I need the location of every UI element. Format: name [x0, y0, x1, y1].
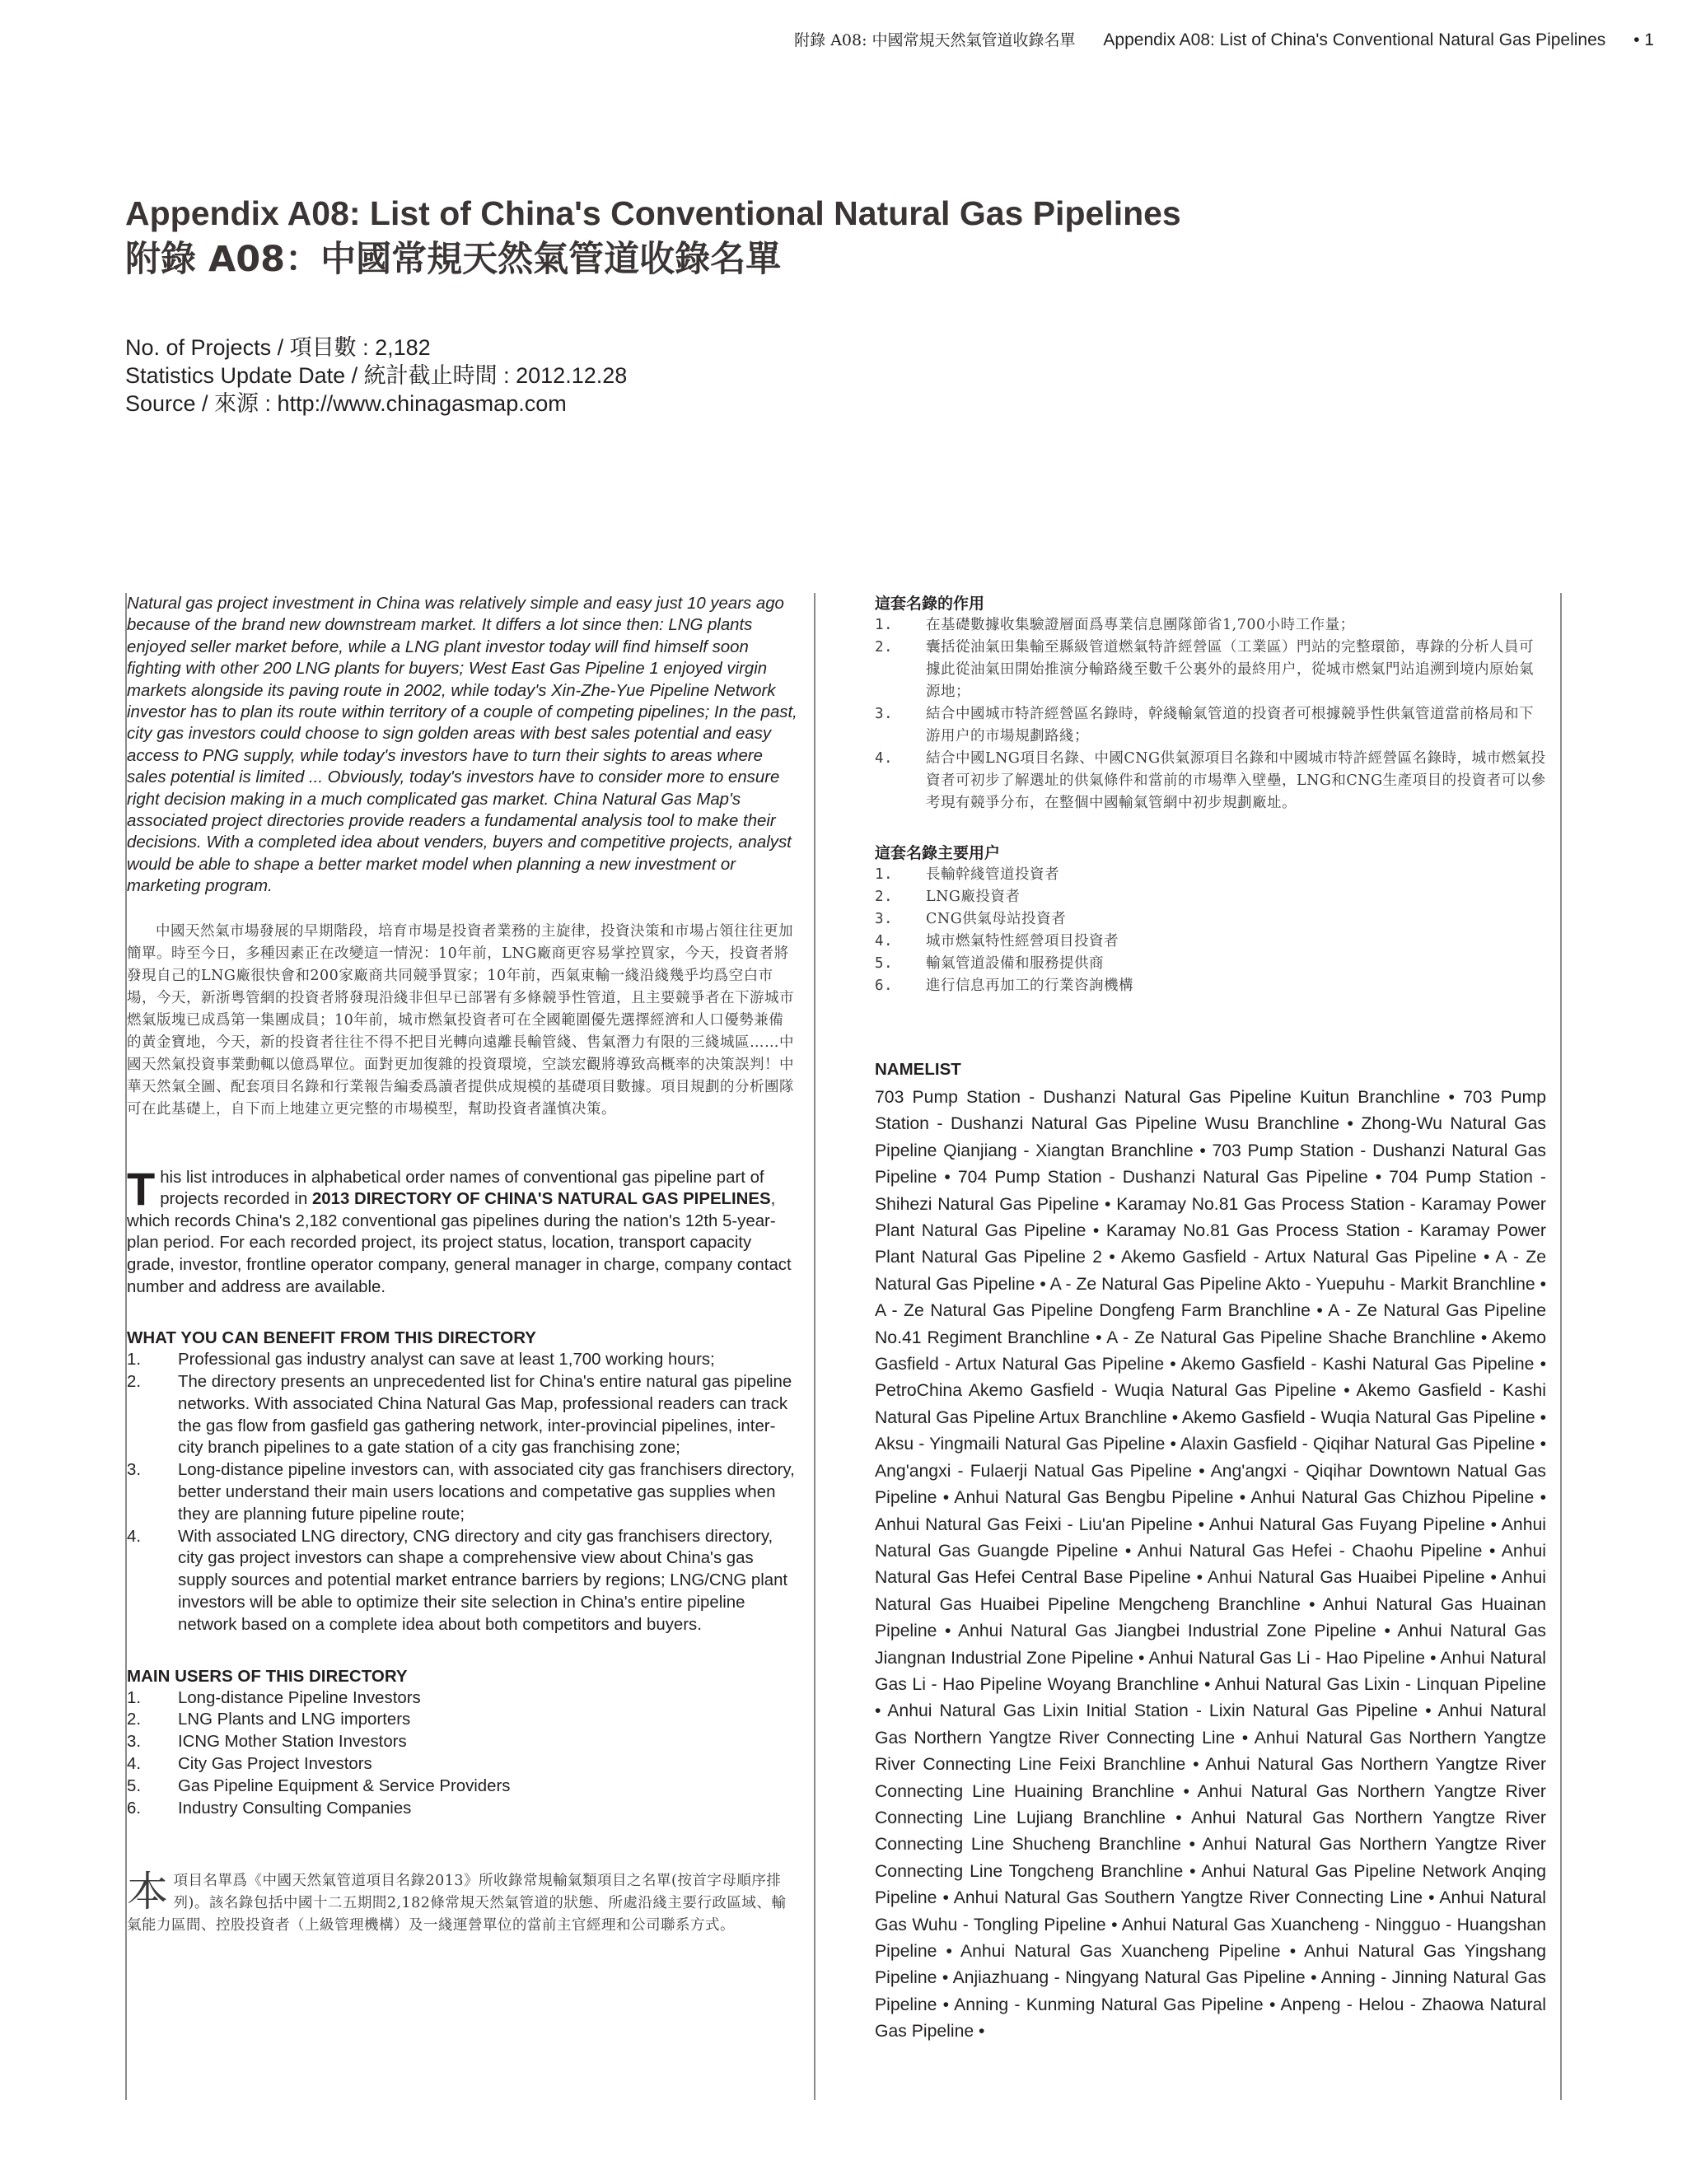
benefit-heading: WHAT YOU CAN BENEFIT FROM THIS DIRECTORY	[127, 1328, 536, 1348]
page-number: • 1	[1633, 30, 1654, 49]
list-text: 在基礎數據收集驗證層面爲專業信息團隊節省1,700小時工作量；	[926, 617, 1355, 633]
users-heading: MAIN USERS OF THIS DIRECTORY	[127, 1666, 408, 1686]
projects-count: No. of Projects / 項目數 : 2,182	[125, 335, 431, 360]
list-text: With associated LNG directory, CNG directory and city gas franchisers directory, city gas project investors can shape a comprehensive view about China's gas supply sources and potential market entrance barriers by regions; LNG/CNG plant investors will be able to optimize their site selection in China's entire pipeline network based on a complete idea about both competitors and buyers.	[178, 1527, 788, 1634]
drop-cap-cn: 本	[127, 1868, 169, 1916]
running-head-en: Appendix A08: List of China's Conventional Natural Gas Pipelines	[1103, 30, 1606, 49]
list-text: 城市燃氣特性經營項目投資者	[926, 933, 1119, 950]
list-number: 4.	[127, 1527, 142, 1546]
list-item	[127, 1709, 798, 1731]
outro-chinese	[127, 1870, 798, 1937]
list-number: 1.	[127, 1351, 142, 1370]
lead-text-2: , which records China's 2,182 conventional gas pipelines during the nation's 12th 5-year-plan period. For each recorded project, its project status, location, transport capacity grade, investor, frontline operator company, general manager in charge, company contact number and address are available.	[127, 1190, 792, 1296]
page-title-cn: 附錄 A08：中國常規天然氣管道收錄名單	[125, 239, 782, 281]
right-border	[1560, 593, 1562, 2100]
list-item	[127, 1687, 798, 1710]
list-item	[875, 864, 1546, 886]
running-head-cn: 附錄 A08: 中國常規天然氣管道收錄名單	[794, 31, 1076, 49]
list-text: LNG Plants and LNG importers	[178, 1710, 411, 1729]
users-list	[127, 1687, 798, 1820]
intro-chinese: 中國天然氣市場發展的早期階段，培育市場是投資者業務的主旋律，投資決策和市場占領往往更加簡單。時至今日，多種因素正在改變這一情況：10年前，LNG廠商更容易掌控買家，今天，投資者將發現自己的LNG廠很快會和200家廠商共同競爭買家；10年前，西氣東輸一綫沿綫幾乎均爲空白市場，今天，新浙粵管網的投資者將發現沿綫非但早已部署有多條競爭性管道，且主要競爭者在下游城市燃氣版塊已成爲第一集團成員；10年前，城市燃氣投資者可在全國範圍優先選擇經濟和人口優勢兼備的黃金寶地，今天，新的投資者往往不得不把目光轉向遠離長輸管綫、售氣潛力有限的三綫城區……中國天然氣投資事業動輒以億爲單位。面對更加復雜的投資環境，空談宏觀將導致高概率的决策誤判！中華天然氣全圖、配套項目名錄和行業報告編委爲讀者提供成規模的基礎項目數據。項目規劃的分析團隊可在此基礎上，自下而上地建立更完整的市場模型，幫助投資者謹慎决策。	[127, 922, 794, 1118]
list-text: Gas Pipeline Equipment & Service Providers	[178, 1776, 511, 1795]
list-number: 4.	[875, 933, 894, 950]
page-title-en: Appendix A08: List of China's Conventional Natural Gas Pipelines	[125, 194, 1181, 232]
source-link[interactable]: Source / 來源 : http://www.chinagasmap.com	[125, 391, 567, 416]
list-number: 4.	[875, 750, 894, 767]
list-text: 輸氣管道設備和服務提供商	[926, 955, 1104, 972]
list-text: 囊括從油氣田集輸至縣級管道燃氣特許經營區（工業區）門站的完整環節，專錄的分析人員可據此從油氣田開始推演分輸路綫至數千公裏外的最終用户，從城市燃氣門站追溯到境内原始氣源地；	[926, 639, 1534, 700]
lead-paragraph	[127, 1162, 798, 1299]
list-number: 4.	[127, 1755, 142, 1773]
list-text: Industry Consulting Companies	[178, 1799, 412, 1818]
list-number: 3.	[127, 1461, 142, 1480]
list-item	[127, 1459, 798, 1525]
namelist-body: 703 Pump Station - Dushanzi Natural Gas Pipeline Kuitun Branchline • 703 Pump Station - Dushanzi Natural Gas Pipeline Wusu Branchline • Zhong-Wu Natural Gas Pipeline Qianjiang - Xiangtan Branchline • 703 Pump Station - Dushanzi Natural Gas Pipeline • 704 Pump Station - Dushanzi Natural Gas Pipeline • 704 Pump Station - Shihezi Natural Gas Pipeline • Karamay No.81 Gas Process Station - Karamay Power Plant Natural Gas Pipeline • Karamay No.81 Gas Process Station - Karamay Power Plant Natural Gas Pipeline 2 • Akemo Gasfield - Artux Natural Gas Pipeline • A - Ze Natural Gas Pipeline • A - Ze Natural Gas Pipeline Akto - Yuepuhu - Markit Branchline • A - Ze Natural Gas Pipeline Dongfeng Farm Branchline • A - Ze Natural Gas Pipeline No.41 Regiment Branchline • A - Ze Natural Gas Pipeline Shache Branchline • Akemo Gasfield - Artux Natural Gas Pipeline • Akemo Gasfield - Kashi Natural Gas Pipeline • PetroChina Akemo Gasfield - Wuqia Natural Gas Pipeline • Akemo Gasfield - Kashi Natural Gas Pipeline Artux Branchline • Akemo Gasfield - Wuqia Natural Gas Pipeline • Aksu - Yingmaili Natural Gas Pipeline • Alaxin Gasfield - Qiqihar Natural Gas Pipeline • Ang'angxi - Fulaerji Natual Gas Pipeline • Ang'angxi - Qiqihar Downtown Natual Gas Pipeline • Anhui Natural Gas Bengbu Pipeline • Anhui Natural Gas Chizhou Pipeline • Anhui Natural Gas Feixi - Liu'an Pipeline • Anhui Natural Gas Fuyang Pipeline • Anhui Natural Gas Guangde Pipeline • Anhui Natural Gas Hefei - Chaohu Pipeline • Anhui Natural Gas Hefei Central Base Pipeline • Anhui Natural Gas Huaibei Pipeline • Anhui Natural Gas Huaibei Pipeline Mengcheng Branchline • Anhui Natural Gas Huainan Pipeline • Anhui Natural Gas Jiangbei Industrial Zone Pipeline • Anhui Natural Gas Jiangnan Industrial Zone Pipeline • Anhui Natural Gas Li - Hao Pipeline • Anhui Natural Gas Li - Hao Pipeline Woyang Branchline • Anhui Natural Gas Lixin - Linquan Pipeline • Anhui Natural Gas Lixin Initial Station - Lixin Natural Gas Pipeline • Anhui Natural Gas Northern Yangtze River Connecting Line • Anhui Natural Gas Northern Yangtze River Connecting Line Feixi Branchline • Anhui Natural Gas Northern Yangtze River Connecting Line Huaining Branchline • Anhui Natural Gas Northern Yangtze River Connecting Line Lujiang Branchline • Anhui Natural Gas Northern Yangtze River Connecting Line Shucheng Branchline • Anhui Natural Gas Northern Yangtze River Connecting Line Tongcheng Branchline • Anhui Natural Gas Pipeline Network Anqing Pipeline • Anhui Natural Gas Southern Yangtze River Connecting Line • Anhui Natural Gas Wuhu - Tongling Pipeline • Anhui Natural Gas Xuancheng - Ningguo - Huangshan Pipeline • Anhui Natural Gas Xuancheng Pipeline • Anhui Natural Gas Yingshang Pipeline • Anjiazhuang - Ningyang Natural Gas Pipeline • Anning - Jinning Natural Gas Pipeline • Anning - Kunming Natural Gas Pipeline • Anpeng - Helou - Zhaowa Natural Gas Pipeline •	[875, 1088, 1546, 2042]
lead-text-1: his list introduces in alphabetical order names of conventional gas pipeline part of projects recorded in	[160, 1168, 764, 1209]
list-item	[875, 908, 1546, 931]
list-text: 結合中國LNG項目名錄、中國CNG供氣源項目名錄和中國城市特許經營區名錄時，城市燃氣投資者可初步了解選址的供氣條件和當前的市場準入壁壘，LNG和CNG生產項目的投資者可以參考現有競爭分布，在整個中國輸氣管網中初步規劃廠址。	[926, 750, 1546, 811]
list-number: 2.	[127, 1710, 142, 1729]
users-heading-cn: 這套名錄主要用户	[875, 844, 1001, 862]
list-number: 1.	[875, 617, 894, 633]
list-item	[127, 1798, 798, 1820]
list-item	[127, 1349, 798, 1371]
right-column	[875, 593, 1546, 2046]
list-item	[875, 614, 1546, 637]
list-text: Long-distance Pipeline Investors	[178, 1688, 421, 1707]
list-text: ICNG Mother Station Investors	[178, 1733, 407, 1752]
namelist-heading: NAMELIST	[875, 1060, 961, 1079]
list-number: 5.	[127, 1776, 142, 1795]
list-text: City Gas Project Investors	[178, 1755, 372, 1773]
list-text: The directory presents an unprecedented list for China's entire natural gas pipeline networks. With associated China Natural Gas Map, professional readers can track the gas flow from gasfield gas gathering network, inter-provincial pipelines, inter-city branch pipelines to a gate station of a city gas franchising zone;	[178, 1373, 792, 1458]
list-item	[127, 1731, 798, 1753]
list-number: 3.	[127, 1733, 142, 1752]
list-text: Professional gas industry analyst can save at least 1,700 working hours;	[178, 1351, 715, 1370]
left-column	[125, 593, 798, 2100]
usage-list	[875, 614, 1546, 814]
list-item	[127, 1776, 798, 1798]
list-item	[127, 1371, 798, 1459]
list-number: 5.	[875, 955, 894, 972]
list-number: 2.	[875, 889, 894, 905]
list-item	[875, 953, 1546, 975]
list-number: 1.	[127, 1688, 142, 1707]
list-text: 進行信息再加工的行業咨詢機構	[926, 978, 1133, 994]
list-number: 3.	[875, 706, 894, 722]
list-number: 2.	[875, 639, 894, 656]
list-text: LNG廠投資者	[926, 889, 1021, 905]
list-text: Long-distance pipeline investors can, with associated city gas franchisers directory, better understand their main users locations and competative gas supplies when they are planning future pipeline route;	[178, 1461, 795, 1524]
list-text: 長輸幹綫管道投資者	[926, 866, 1059, 883]
list-item	[875, 931, 1546, 953]
outro-text: 項目名單爲《中國天然氣管道項目名錄2013》所收錄常規輸氣類項目之名單(按首字母順序排列)。該名錄包括中國十二五期間2,182條常規天然氣管道的狀態、所處沿綫主要行政區域、輸氣能力區間、控股投資者（上級管理機構）及一綫運營單位的當前主官經理和公司聯系方式。	[127, 1873, 787, 1934]
intro-english: Natural gas project investment in China was relatively simple and easy just 10 years ago because of the brand new downstream market. It differs a lot since then: LNG plants enjoyed seller market before, while a LNG plant investor today will find himself soon fighting with other 200 LNG plants for buyers; West East Gas Pipeline 1 enjoyed virgin markets alongside its paving route in 2002, while today's Xin-Zhe-Yue Pipeline Network investor has to plan its route within territory of a couple of competing pipelines; In the past, city gas investors could choose to sign golden areas with best sales potential and easy access to PNG supply, while today's investors have to turn their sights to areas where sales potential is limited ... Obviously, today's investors have to consider more to ensure right decision making in a much complicated gas market. China Natural Gas Map's associated project directories provide readers a fundamental analysis tool to make their decisions. With a completed idea about venders, buyers and competitive projects, analyst would be able to shape a better market model when planning a new investment or marketing program.	[127, 595, 797, 896]
list-item	[875, 748, 1546, 814]
list-item	[875, 637, 1546, 703]
list-item	[875, 886, 1546, 908]
title-block	[125, 194, 1181, 282]
column-divider	[814, 593, 815, 2100]
list-number: 1.	[875, 866, 894, 883]
usage-heading: 這套名錄的作用	[875, 595, 985, 613]
list-number: 3.	[875, 911, 894, 927]
list-item	[875, 703, 1546, 748]
update-date: Statistics Update Date / 統計截止時間 : 2012.12.28	[125, 363, 628, 388]
list-item	[127, 1753, 798, 1776]
list-number: 6.	[875, 978, 894, 994]
list-text: 結合中國城市特許經營區名錄時，幹綫輸氣管道的投資者可根據競爭性供氣管道當前格局和下游用户的市場規劃路綫；	[926, 706, 1534, 744]
list-item	[127, 1526, 798, 1636]
list-number: 2.	[127, 1373, 142, 1392]
list-text: CNG供氣母站投資者	[926, 911, 1067, 927]
list-number: 6.	[127, 1799, 142, 1818]
benefit-list	[127, 1349, 798, 1636]
list-item	[875, 975, 1546, 997]
running-head	[794, 28, 1654, 50]
drop-cap: T	[127, 1162, 156, 1215]
directory-name: 2013 DIRECTORY OF CHINA'S NATURAL GAS PIPELINES	[311, 1190, 771, 1209]
users-list-cn	[875, 864, 1546, 997]
meta-info	[125, 334, 627, 418]
